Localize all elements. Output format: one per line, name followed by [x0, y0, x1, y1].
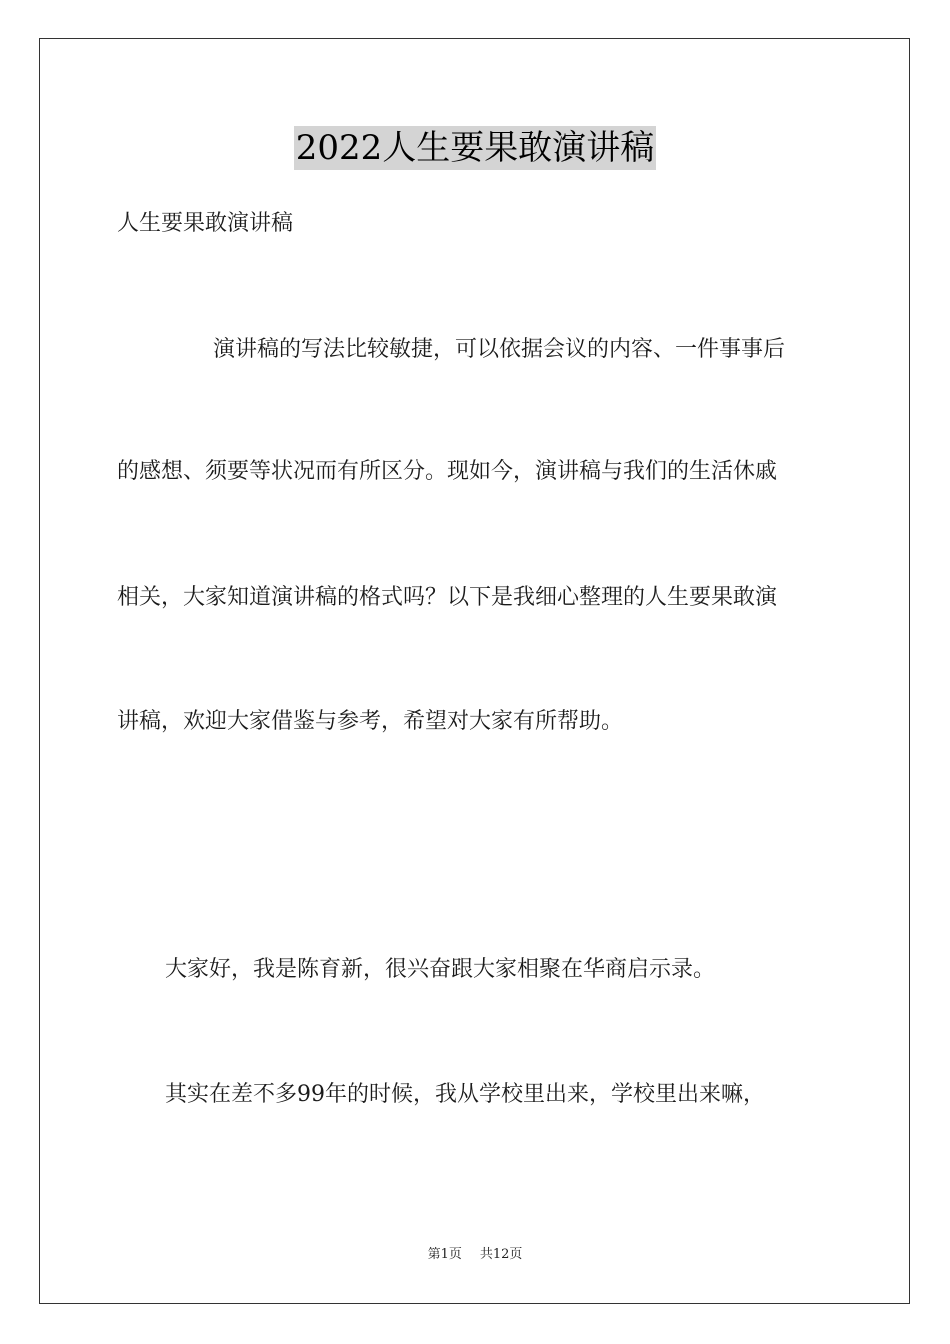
page-number-total: 共12页	[479, 1247, 523, 1262]
page-number-current: 第1页	[427, 1247, 462, 1262]
document-title: 2022人生要果敢演讲稿	[295, 128, 655, 168]
document-subtitle: 人生要果敢演讲稿	[117, 211, 294, 236]
paragraph-line-1: 演讲稿的写法比较敏捷，可以依据会议的内容、一件事事后	[213, 337, 786, 362]
page-footer	[0, 1246, 950, 1264]
paragraph-line-4: 讲稿，欢迎大家借鉴与参考，希望对大家有所帮助。	[117, 709, 624, 734]
paragraph-story: 其实在差不多99年的时候，我从学校里出来，学校里出来嘛，	[165, 1082, 765, 1107]
paragraph-greeting: 大家好，我是陈育新，很兴奋跟大家相聚在华商启示录。	[165, 957, 716, 982]
paragraph-line-2: 的感想、须要等状况而有所区分。现如今，演讲稿与我们的生活休戚	[117, 459, 778, 484]
title-container	[0, 126, 950, 170]
paragraph-line-3: 相关，大家知道演讲稿的格式吗？以下是我细心整理的人生要果敢演	[117, 585, 778, 610]
